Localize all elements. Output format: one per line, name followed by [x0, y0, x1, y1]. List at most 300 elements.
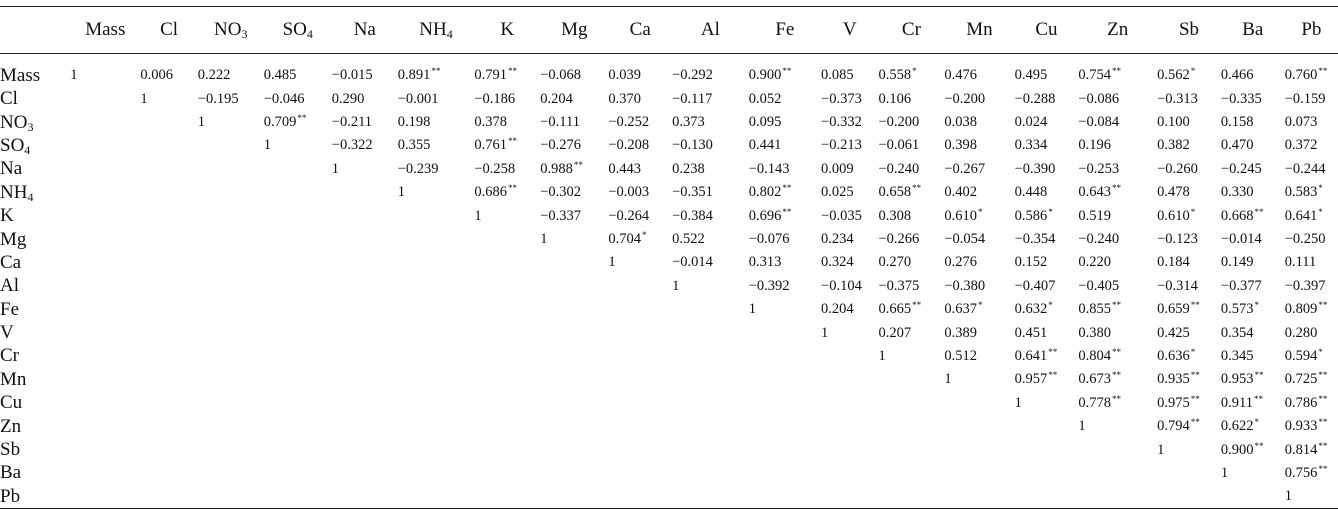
significance-marker: ** — [1253, 393, 1263, 404]
significance-marker: ** — [507, 136, 517, 147]
correlation-cell — [264, 228, 332, 251]
correlation-cell — [264, 392, 332, 415]
correlation-cell: 0.106 — [878, 90, 912, 107]
correlation-cell — [540, 392, 608, 415]
row-label-text: K — [0, 205, 14, 227]
correlation-cell: 0.372 — [1284, 137, 1318, 154]
correlation-cell: 0.610* — [1157, 206, 1196, 224]
correlation-cell — [1157, 462, 1221, 485]
correlation-cell: 1 — [1284, 488, 1292, 505]
correlation-cell: 0.988** — [540, 159, 583, 177]
correlation-cell — [264, 345, 332, 368]
correlation-cell — [474, 298, 540, 321]
correlation-cell: 0.586* — [1014, 206, 1053, 224]
correlation-cell — [878, 368, 944, 391]
correlation-cell: −0.213 — [821, 137, 862, 154]
column-header — [1015, 7, 1079, 54]
correlation-cell: −0.001 — [397, 90, 439, 107]
correlation-cell — [332, 345, 398, 368]
correlation-cell — [398, 392, 475, 415]
correlation-cell: 1 — [70, 67, 78, 84]
column-header — [474, 7, 540, 54]
correlation-cell — [1015, 462, 1079, 485]
significance-marker: ** — [1254, 370, 1264, 381]
column-header-label: Ca — [629, 19, 651, 40]
correlation-cell: 0.196 — [1078, 137, 1111, 154]
correlation-cell — [398, 251, 475, 274]
significance-marker: ** — [1318, 463, 1328, 474]
correlation-cell — [332, 392, 398, 415]
correlation-cell: −0.267 — [944, 160, 986, 177]
column-header — [1285, 7, 1338, 54]
correlation-cell — [672, 298, 749, 321]
correlation-cell: −0.380 — [944, 277, 986, 294]
correlation-cell — [474, 251, 540, 274]
correlation-cell — [264, 275, 332, 298]
correlation-cell — [398, 415, 475, 438]
correlation-cell — [474, 462, 540, 485]
correlation-cell — [140, 275, 197, 298]
table-row — [0, 368, 1338, 391]
correlation-cell: 1 — [397, 184, 405, 201]
correlation-cell — [198, 368, 264, 391]
correlation-cell: 0.425 — [1157, 324, 1190, 341]
correlation-cell — [140, 158, 197, 181]
correlation-cell — [749, 438, 821, 461]
correlation-cell: 1 — [821, 324, 829, 341]
correlation-cell — [540, 345, 608, 368]
row-label — [0, 438, 70, 461]
correlation-matrix-table — [0, 6, 1338, 509]
correlation-cell: 1 — [263, 137, 271, 154]
significance-marker: ** — [1318, 300, 1328, 311]
correlation-cell — [944, 485, 1014, 508]
correlation-cell: −0.264 — [608, 207, 650, 224]
correlation-cell — [608, 275, 672, 298]
correlation-cell — [749, 485, 821, 508]
correlation-cell: −0.266 — [878, 231, 920, 248]
column-header-label: V — [842, 19, 857, 40]
correlation-cell: 0.802** — [748, 183, 792, 201]
correlation-cell: −0.335 — [1220, 90, 1262, 107]
significance-marker: ** — [1112, 66, 1121, 77]
correlation-cell — [540, 298, 608, 321]
correlation-cell: −0.390 — [1014, 160, 1056, 177]
correlation-cell — [332, 228, 398, 251]
correlation-cell: 0.855** — [1078, 300, 1121, 318]
correlation-cell — [70, 345, 140, 368]
correlation-cell: 0.204 — [540, 90, 573, 107]
correlation-cell: −0.302 — [540, 184, 582, 201]
correlation-cell: −0.260 — [1157, 160, 1198, 177]
correlation-cell — [1078, 462, 1157, 485]
correlation-cell: −0.245 — [1220, 160, 1262, 177]
correlation-cell: 0.709** — [263, 113, 307, 131]
column-header — [1221, 7, 1285, 54]
correlation-cell: 0.073 — [1284, 114, 1318, 131]
correlation-cell — [878, 462, 944, 485]
correlation-cell: 0.276 — [944, 254, 977, 271]
correlation-cell: 0.398 — [944, 137, 977, 154]
correlation-cell: 0.380 — [1078, 324, 1111, 341]
correlation-cell — [70, 415, 140, 438]
correlation-cell — [70, 485, 140, 508]
column-header — [1078, 7, 1157, 54]
correlation-cell — [474, 368, 540, 391]
correlation-cell — [398, 228, 475, 251]
correlation-cell — [140, 485, 197, 508]
correlation-cell — [944, 438, 1014, 461]
correlation-cell — [749, 321, 821, 344]
significance-marker: ** — [1048, 370, 1058, 381]
correlation-cell: 0.466 — [1220, 67, 1254, 84]
correlation-cell: 0.152 — [1014, 254, 1048, 271]
correlation-cell — [140, 204, 197, 227]
significance-marker: * — [1318, 183, 1323, 194]
column-header — [878, 7, 944, 54]
correlation-cell: 0.637* — [944, 300, 983, 318]
column-header-label: Pb — [1301, 19, 1322, 40]
correlation-cell: 0.198 — [397, 114, 431, 131]
row-label — [0, 54, 70, 88]
correlation-cell: −0.035 — [821, 207, 862, 224]
correlation-cell — [821, 438, 878, 461]
correlation-cell: −0.068 — [540, 67, 582, 84]
table-row — [0, 88, 1338, 111]
correlation-cell — [1015, 485, 1079, 508]
correlation-cell: −0.054 — [944, 231, 986, 248]
column-header-label: NO — [214, 19, 242, 40]
correlation-cell: 0.761** — [474, 136, 517, 154]
column-header-subscript: 4 — [446, 27, 453, 41]
column-header — [821, 7, 878, 54]
correlation-cell: −0.130 — [672, 137, 713, 154]
correlation-cell — [198, 438, 264, 461]
column-header-label: Zn — [1107, 19, 1129, 40]
correlation-cell — [474, 392, 540, 415]
column-header-label: SO — [282, 19, 307, 40]
significance-marker: ** — [1112, 183, 1121, 194]
correlation-cell: −0.015 — [331, 67, 373, 84]
correlation-cell: 0.933** — [1284, 417, 1328, 435]
correlation-cell: 0.355 — [397, 137, 431, 154]
correlation-cell: 0.935** — [1157, 370, 1200, 388]
row-label — [0, 345, 70, 368]
correlation-cell — [70, 392, 140, 415]
correlation-cell: −0.407 — [1014, 277, 1056, 294]
table-row — [0, 345, 1338, 368]
correlation-cell — [821, 485, 878, 508]
correlation-cell — [608, 438, 672, 461]
correlation-cell: 0.760** — [1284, 66, 1328, 84]
correlation-cell — [821, 462, 878, 485]
correlation-cell — [944, 415, 1014, 438]
correlation-cell: −0.313 — [1157, 90, 1198, 107]
column-header — [332, 7, 398, 54]
correlation-cell: 0.220 — [1078, 254, 1111, 271]
column-header-subscript: 4 — [306, 27, 313, 41]
correlation-cell: 0.448 — [1014, 184, 1048, 201]
correlation-cell — [332, 438, 398, 461]
correlation-cell — [944, 462, 1014, 485]
correlation-cell: 1 — [944, 371, 952, 388]
correlation-cell — [474, 321, 540, 344]
correlation-cell: 0.006 — [140, 67, 173, 84]
correlation-cell — [332, 251, 398, 274]
correlation-cell: 0.184 — [1157, 254, 1190, 271]
correlation-cell — [1221, 485, 1285, 508]
correlation-cell — [398, 438, 475, 461]
correlation-cell — [198, 345, 264, 368]
significance-marker: * — [1190, 346, 1196, 357]
correlation-cell: 0.522 — [672, 231, 705, 248]
significance-marker: ** — [1254, 206, 1264, 217]
column-header-label: K — [500, 19, 515, 40]
correlation-cell — [332, 181, 398, 204]
row-label-text: Ca — [0, 251, 22, 273]
correlation-cell: 0.495 — [1014, 67, 1048, 84]
significance-marker: * — [1318, 346, 1323, 357]
significance-marker: * — [978, 300, 983, 311]
correlation-cell — [70, 228, 140, 251]
row-label — [0, 251, 70, 274]
correlation-cell — [264, 298, 332, 321]
correlation-cell: 0.778** — [1078, 393, 1121, 411]
correlation-cell: 0.476 — [944, 67, 977, 84]
column-header — [264, 7, 332, 54]
column-header-label: Fe — [775, 19, 795, 40]
significance-marker: * — [1048, 206, 1053, 217]
correlation-cell — [474, 485, 540, 508]
correlation-cell: 0.512 — [944, 347, 977, 364]
correlation-cell — [1015, 415, 1079, 438]
correlation-cell — [332, 485, 398, 508]
correlation-cell: 0.686** — [474, 183, 517, 201]
correlation-cell: 0.704* — [608, 230, 647, 248]
correlation-cell — [70, 134, 140, 157]
correlation-cell — [198, 251, 264, 274]
table-row — [0, 251, 1338, 274]
correlation-cell: −0.086 — [1078, 90, 1120, 107]
correlation-cell: 0.441 — [748, 137, 782, 154]
table-row — [0, 134, 1338, 157]
table-body — [0, 54, 1338, 509]
correlation-cell — [474, 438, 540, 461]
correlation-cell — [821, 368, 878, 391]
correlation-cell: −0.253 — [1078, 160, 1120, 177]
row-label — [0, 321, 70, 344]
correlation-cell: 0.573* — [1220, 300, 1260, 318]
correlation-cell — [140, 251, 197, 274]
correlation-cell — [70, 275, 140, 298]
correlation-cell — [198, 415, 264, 438]
correlation-cell — [398, 321, 475, 344]
correlation-cell — [878, 438, 944, 461]
row-label — [0, 228, 70, 251]
table-row — [0, 111, 1338, 134]
correlation-cell — [198, 204, 264, 227]
correlation-cell: 1 — [748, 301, 756, 318]
correlation-cell: −0.250 — [1284, 231, 1326, 248]
row-label — [0, 392, 70, 415]
column-header — [944, 7, 1014, 54]
column-header-label: Mass — [85, 19, 126, 40]
correlation-cell: 1 — [1220, 464, 1229, 481]
row-label-text: Mn — [0, 368, 27, 390]
significance-marker: ** — [912, 300, 922, 311]
correlation-cell: 0.100 — [1157, 114, 1190, 131]
correlation-cell — [198, 158, 264, 181]
correlation-cell: −0.244 — [1284, 160, 1326, 177]
significance-marker: ** — [1318, 393, 1328, 404]
correlation-cell — [608, 485, 672, 508]
correlation-cell: 0.158 — [1220, 114, 1254, 131]
significance-marker: * — [1190, 206, 1196, 217]
correlation-cell: −0.322 — [331, 137, 373, 154]
significance-marker: ** — [431, 66, 441, 77]
correlation-cell: 0.382 — [1157, 137, 1190, 154]
row-label — [0, 415, 70, 438]
correlation-cell — [398, 368, 475, 391]
significance-marker: ** — [573, 159, 583, 170]
correlation-cell: 0.443 — [608, 160, 641, 177]
correlation-cell: 0.610* — [944, 206, 983, 224]
column-header-label: Al — [700, 19, 720, 40]
significance-marker: ** — [1112, 393, 1121, 404]
column-header-label: Cu — [1035, 19, 1058, 40]
correlation-cell: 1 — [1157, 441, 1165, 458]
significance-marker: ** — [782, 66, 792, 77]
column-header — [140, 7, 197, 54]
column-header — [749, 7, 821, 54]
table-row — [0, 228, 1338, 251]
significance-marker: ** — [1318, 440, 1328, 451]
row-label — [0, 134, 70, 157]
correlation-cell — [474, 415, 540, 438]
correlation-cell: −0.239 — [397, 160, 439, 177]
row-label — [0, 298, 70, 321]
correlation-cell — [264, 438, 332, 461]
correlation-cell — [264, 251, 332, 274]
row-label — [0, 462, 70, 485]
correlation-cell — [140, 298, 197, 321]
correlation-cell — [398, 298, 475, 321]
correlation-cell — [264, 321, 332, 344]
correlation-cell: 0.222 — [197, 67, 231, 84]
correlation-cell — [140, 368, 197, 391]
correlation-cell — [140, 415, 197, 438]
correlation-cell: −0.046 — [263, 90, 305, 107]
correlation-cell — [198, 298, 264, 321]
row-label-text: Cr — [0, 345, 19, 367]
correlation-cell — [878, 415, 944, 438]
row-label-subscript: 4 — [24, 142, 31, 157]
significance-marker: ** — [1112, 300, 1121, 311]
table-row — [0, 438, 1338, 461]
table-row — [0, 275, 1338, 298]
correlation-cell: 0.470 — [1220, 137, 1254, 154]
correlation-cell: 0.519 — [1078, 207, 1111, 224]
column-header-label: Mn — [966, 19, 993, 40]
significance-marker: * — [1254, 417, 1260, 428]
correlation-cell: 0.756** — [1284, 463, 1328, 481]
correlation-cell: 0.290 — [331, 90, 365, 107]
correlation-cell: 1 — [140, 90, 148, 107]
row-label-subscript: 4 — [27, 189, 34, 204]
correlation-cell: 0.478 — [1157, 184, 1190, 201]
correlation-cell — [398, 275, 475, 298]
correlation-cell — [140, 321, 197, 344]
correlation-cell: −0.351 — [672, 184, 713, 201]
column-header — [608, 7, 672, 54]
correlation-cell: 0.373 — [672, 114, 705, 131]
column-header-label: Cl — [160, 19, 179, 40]
correlation-cell — [264, 415, 332, 438]
correlation-cell — [70, 251, 140, 274]
correlation-cell — [398, 485, 475, 508]
correlation-cell: 0.389 — [944, 324, 977, 341]
correlation-cell: 0.354 — [1220, 324, 1254, 341]
row-label — [0, 275, 70, 298]
correlation-cell — [140, 228, 197, 251]
correlation-cell — [540, 275, 608, 298]
correlation-cell — [749, 415, 821, 438]
correlation-cell: −0.143 — [748, 160, 790, 177]
correlation-cell: 0.804** — [1078, 346, 1121, 364]
correlation-cell — [540, 368, 608, 391]
row-label — [0, 204, 70, 227]
correlation-cell — [540, 462, 608, 485]
column-header — [540, 7, 608, 54]
correlation-cell: 0.900** — [748, 66, 792, 84]
column-header-label: Sb — [1178, 19, 1200, 40]
correlation-cell: −0.276 — [540, 137, 582, 154]
correlation-cell: 0.636* — [1157, 346, 1196, 364]
correlation-cell: 0.334 — [1014, 137, 1048, 154]
correlation-cell — [540, 485, 608, 508]
correlation-cell: 0.953** — [1220, 370, 1264, 388]
correlation-cell — [749, 345, 821, 368]
correlation-cell — [1078, 438, 1157, 461]
column-header-label: Ba — [1242, 19, 1264, 40]
correlation-cell: 0.957** — [1014, 370, 1058, 388]
row-label-text: Fe — [0, 298, 19, 320]
significance-marker: * — [978, 206, 983, 217]
row-label-text: NH — [0, 181, 28, 203]
table-row — [0, 392, 1338, 415]
correlation-cell: 0.038 — [944, 114, 977, 131]
correlation-cell — [1157, 485, 1221, 508]
correlation-cell: 0.009 — [821, 160, 854, 177]
column-header — [1157, 7, 1221, 54]
significance-marker: * — [1048, 300, 1053, 311]
correlation-cell: 0.594* — [1284, 346, 1323, 364]
correlation-cell — [198, 181, 264, 204]
correlation-cell: 0.632* — [1014, 300, 1053, 318]
significance-marker: ** — [1190, 300, 1200, 311]
correlation-cell: 0.095 — [748, 114, 782, 131]
correlation-cell: −0.252 — [608, 114, 650, 131]
correlation-cell: 0.622* — [1220, 417, 1260, 435]
correlation-cell: 0.562* — [1157, 66, 1196, 84]
correlation-cell: −0.384 — [672, 207, 713, 224]
correlation-cell: 0.378 — [474, 114, 507, 131]
correlation-cell — [944, 392, 1014, 415]
significance-marker: ** — [912, 183, 922, 194]
correlation-cell — [474, 228, 540, 251]
row-label — [0, 88, 70, 111]
correlation-cell — [140, 392, 197, 415]
